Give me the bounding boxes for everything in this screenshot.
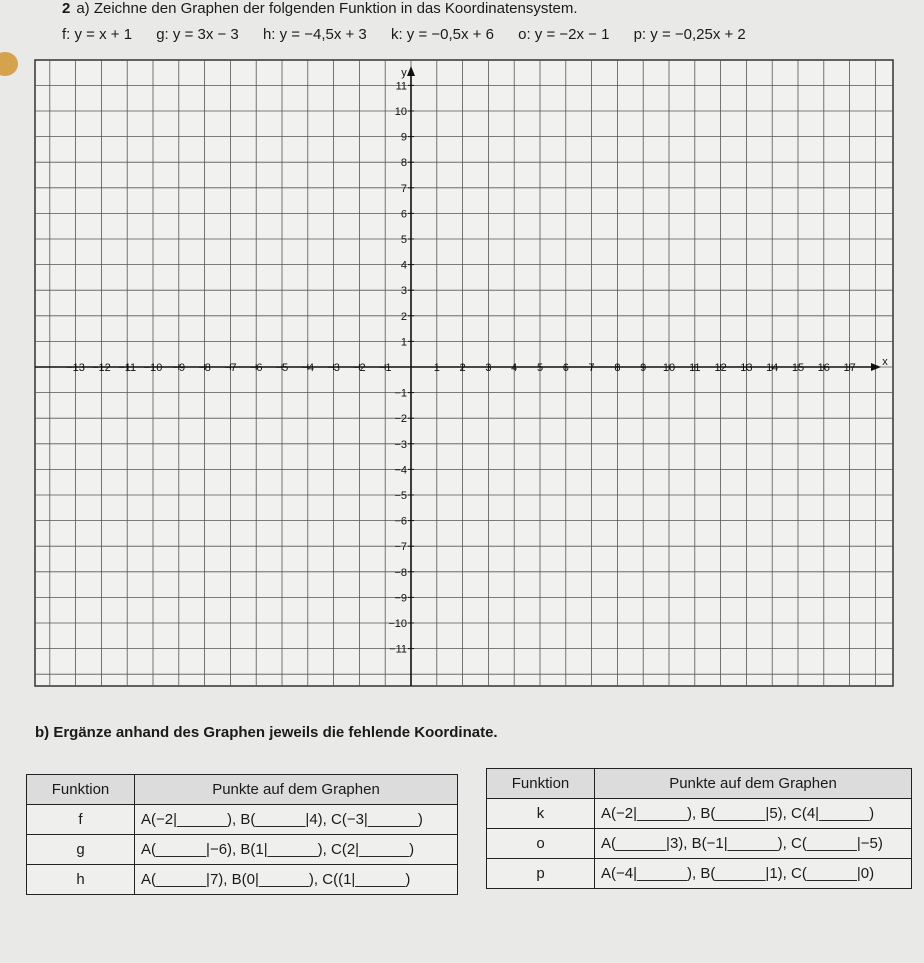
part-a-instruction: a) Zeichne den Graphen der folgenden Funktion in das Koordinatensystem. [76,0,578,17]
function-g: g: y = 3x − 3 [156,26,239,43]
x-tick-label: −5 [275,362,289,374]
x-tick-label: 6 [562,362,569,374]
x-tick-label: −8 [198,362,211,374]
x-tick-label: −12 [92,362,111,374]
function-o: o: y = −2x − 1 [518,26,610,43]
function-cell: f [27,805,135,835]
x-tick-label: 16 [817,362,830,374]
part-b-instruction: b) Ergänze anhand des Graphen jeweils die fehlende Koordinate. [35,724,498,741]
x-tick-label: 15 [791,362,805,374]
points-table-left [26,774,458,895]
y-tick-label: 2 [400,310,407,323]
x-tick-label: −2 [353,362,366,374]
y-tick-label: −9 [394,592,407,605]
y-tick-label: 9 [400,131,407,144]
x-tick-label: 1 [433,362,440,374]
points-cell[interactable]: A(______|−6), B(1|______), C(2|______) [135,835,458,865]
y-tick-label: −11 [389,643,407,656]
table-header-row [487,769,912,799]
function-cell: p [487,859,595,889]
header-points: Punkte auf dem Graphen [135,775,458,805]
points-table-right [486,768,912,889]
x-tick-label: 12 [714,362,727,374]
function-cell: o [487,829,595,859]
points-cell[interactable]: A(______|3), B(−1|______), C(______|−5) [595,829,912,859]
x-tick-label: 11 [689,362,701,374]
x-tick-label: −4 [301,362,315,374]
y-tick-label: −3 [394,438,407,451]
y-tick-label: −6 [394,515,407,528]
y-tick-label: −1 [394,387,407,400]
function-f: f: y = x + 1 [62,26,133,43]
exercise-number: 2 [62,0,71,17]
table-row [487,799,912,829]
x-tick-label: 9 [640,362,647,374]
table-row [487,829,912,859]
x-tick-label: −11 [118,362,137,374]
y-tick-label: 11 [395,80,407,93]
x-tick-label: −10 [143,362,163,374]
x-tick-label: 8 [614,362,621,374]
x-tick-label: −1 [378,362,392,374]
table-row [27,865,458,895]
table-row [487,859,912,889]
y-tick-label: −5 [394,490,407,502]
y-tick-label: −2 [394,413,407,426]
y-axis-label: y [401,67,407,79]
points-cell[interactable]: A(−2|______), B(______|5), C(4|______) [595,799,912,829]
y-tick-label: −8 [394,566,407,579]
function-k: k: y = −0,5x + 6 [390,26,494,43]
y-tick-label: 5 [400,234,407,246]
x-tick-label: 10 [662,362,676,374]
x-tick-label: −3 [327,362,340,374]
x-tick-label: −13 [66,362,85,374]
points-cell[interactable]: A(−2|______), B(______|4), C(−3|______) [135,805,458,835]
y-tick-label: −7 [394,541,407,554]
x-tick-label: 13 [740,362,753,374]
table-row [27,835,458,865]
header-function: Funktion [27,775,135,805]
y-tick-label: 1 [400,336,407,349]
x-tick-label: 7 [588,362,595,374]
points-cell[interactable]: A(−4|______), B(______|1), C(______|0) [595,859,912,889]
x-tick-label: 4 [511,362,518,374]
y-tick-label: 7 [400,182,407,195]
function-cell: g [27,835,135,865]
x-tick-label: 5 [536,362,544,374]
function-h: h: y = −4,5x + 3 [262,26,367,43]
y-tick-label: 10 [394,106,407,118]
points-cell[interactable]: A(______|7), B(0|______), C((1|______) [135,865,458,895]
table-row [27,805,458,835]
table-header-row [27,775,458,805]
y-tick-label: 8 [400,157,407,170]
y-tick-label: −10 [388,618,407,630]
y-tick-label: −4 [394,464,407,477]
header-function: Funktion [487,769,595,799]
y-tick-label: 4 [400,259,407,272]
x-tick-label: −7 [224,362,237,374]
function-p: p: y = −0,25x + 2 [633,26,746,43]
x-tick-label: −9 [172,362,186,374]
function-cell: k [487,799,595,829]
function-cell: h [27,865,135,895]
x-tick-label: 14 [766,362,779,374]
x-tick-label: 2 [459,362,466,374]
x-tick-label: 3 [485,362,492,374]
x-tick-label: −6 [249,362,263,374]
x-tick-label: 17 [843,362,856,374]
y-tick-label: 3 [400,285,407,298]
x-axis-label: x [882,356,888,368]
y-tick-label: 6 [400,208,407,221]
header-points: Punkte auf dem Graphen [595,769,912,799]
